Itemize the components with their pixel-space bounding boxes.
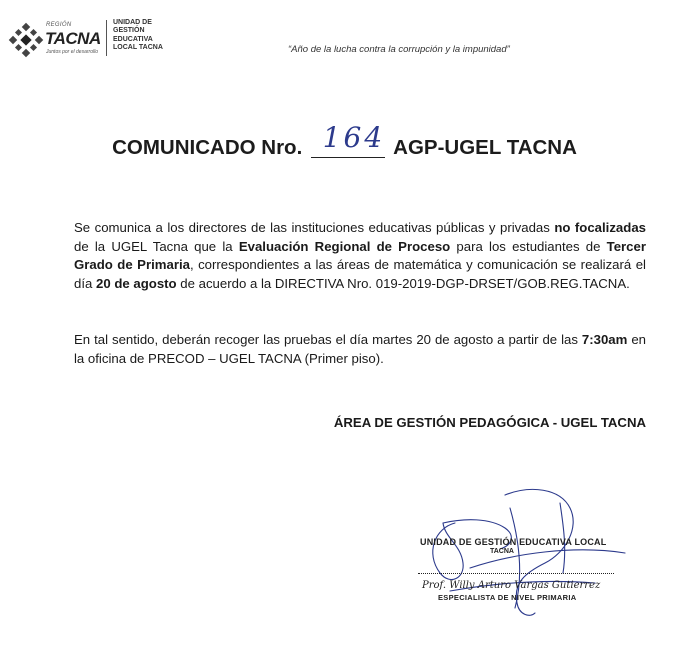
p1-text: para los estudiantes de xyxy=(450,238,607,254)
p1-emphasis: Tercer Grado de Primaria xyxy=(74,238,646,273)
signer-name: Prof. Willy Arturo Vargas Gutierrez xyxy=(422,580,601,591)
p2-text: En tal sentido, deberán recoger las pruebas el día martes 20 de agosto a partir de las xyxy=(74,332,582,347)
p1-text: de la UGEL Tacna que la xyxy=(74,238,239,254)
signer-area: ÁREA DE GESTIÓN PEDAGÓGICA - UGEL TACNA xyxy=(333,415,646,430)
ugel-line: GESTIÓN xyxy=(113,27,145,35)
handwritten-number: 164 xyxy=(322,121,386,154)
p1-text: , correspondientes a las áreas de matemática y comunicación se realizará el día xyxy=(74,257,646,291)
ugel-name-block xyxy=(113,19,163,53)
region-small-label: REGIÓN xyxy=(46,22,72,28)
paragraph-announcement xyxy=(74,219,646,293)
year-motto: “Año de la lucha contra la corrupción y la impunidad” xyxy=(288,44,510,55)
region-tagline: Juntos por el desarrollo xyxy=(46,49,98,55)
p2-emphasis: 7:30am xyxy=(581,332,628,347)
stamp-institution: UNIDAD DE GESTIÓN EDUCATIVA LOCAL xyxy=(420,537,607,547)
p2-text: en la oficina de PRECOD – UGEL TACNA (Primer piso). xyxy=(74,332,646,366)
p1-emphasis: 20 de agosto xyxy=(96,275,177,291)
ugel-line: UNIDAD DE xyxy=(113,19,152,26)
title-suffix: AGP-UGEL TACNA xyxy=(393,136,577,159)
paragraph-instructions xyxy=(74,331,646,368)
p1-emphasis: Evaluación Regional de Proceso xyxy=(238,238,451,254)
document-title xyxy=(0,121,689,160)
logo-divider xyxy=(106,20,107,56)
title-prefix: COMUNICADO Nro. xyxy=(112,136,303,159)
stamp-city: TACNA xyxy=(490,548,514,555)
number-field xyxy=(311,121,386,158)
signer-role: ESPECIALISTA DE NIVEL PRIMARIA xyxy=(438,593,577,602)
p1-text: de acuerdo a la DIRECTIVA Nro. 019-2019-DGP-DRSET/GOB.REG.TACNA. xyxy=(176,275,630,291)
signature-line xyxy=(418,573,614,574)
tacna-region-logo-icon xyxy=(8,22,44,58)
handwritten-signature xyxy=(395,483,635,633)
ugel-line: EDUCATIVA xyxy=(113,35,153,43)
ugel-line: LOCAL TACNA xyxy=(113,44,163,52)
p1-text: Se comunica a los directores de las instituciones educativas públicas y privadas xyxy=(74,220,555,235)
p1-emphasis: no focalizadas xyxy=(554,220,646,235)
region-name: TACNA xyxy=(45,29,101,48)
